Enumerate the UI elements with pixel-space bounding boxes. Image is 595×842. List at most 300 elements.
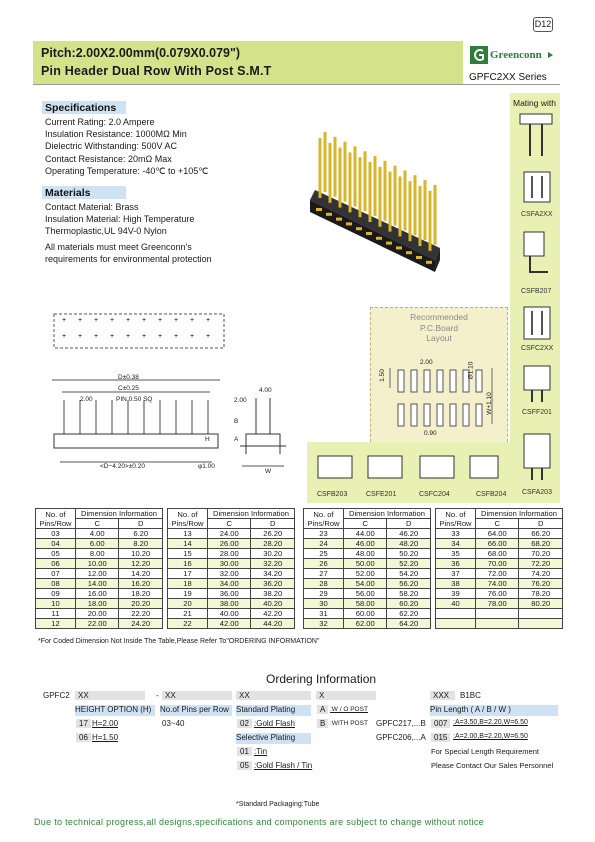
dim-400-label: 4.00 [259,387,272,394]
c-cell: 32.00 [208,569,251,579]
logo-text: Greenconn [490,49,542,61]
table-row [168,609,295,619]
d-cell: 18.20 [119,589,163,599]
pins-cell: 25 [304,549,344,559]
top-pin-mark: + [94,317,99,324]
pcb-row-pitch-label: 1.50 [378,369,386,382]
pcb-pad [476,404,482,426]
c-cell: 30.00 [208,559,251,569]
pin-foot [326,213,332,216]
mating-label: CSFC2XX [521,345,554,352]
disclaimer: Due to technical progress,all designs,specifications and components are subject to change without notice [34,817,484,827]
c-cell: 66.00 [476,539,519,549]
pins-cell: 35 [436,549,476,559]
dim-pin-label: PIN 0.50 SQ [116,396,153,403]
c-cell: 34.00 [208,579,251,589]
pins-cell: 09 [36,589,76,599]
pins-cell: 38 [436,579,476,589]
d-cell: 38.20 [251,589,295,599]
table-row [168,559,295,569]
d-cell: 60.20 [387,599,431,609]
table-row [36,599,163,609]
pins-cell: 03 [36,529,76,539]
table-row [168,569,295,579]
order-code-pins: XX [162,691,232,700]
c-cell: 12.00 [76,569,119,579]
post-ref: GPFC206,...A [376,733,426,742]
material-line: Thermoplastic,UL 94V-0 Nylon [45,226,167,237]
table-row [168,549,295,559]
d-cell [519,609,563,619]
d-cell: 42.20 [251,609,295,619]
col-dim-header: Dimension Information [76,509,163,519]
d-cell: 76.20 [519,579,563,589]
logo-arrow-icon [548,52,553,58]
dim-bottom-label: <D−4.20>±0.20 [100,463,145,470]
table-row [304,579,431,589]
table-row [436,579,563,589]
pins-range: 03~40 [162,719,185,728]
order-code-height: XX [75,691,145,700]
pcb-pad [398,404,404,426]
pcb-pad [450,370,456,392]
packaging-note: *Standard Packaging:Tube [236,801,320,808]
contact-sales-note: Please Contact Our Sales Personnel [431,761,554,770]
c-cell: 16.00 [76,589,119,599]
top-pin-mark: + [126,333,131,340]
bottom-mating-label: CSFB204 [476,491,507,498]
pcb-pad [424,404,430,426]
table-row [304,529,431,539]
d-cell: 22.20 [119,609,163,619]
table-row [36,569,163,579]
pins-cell: 17 [168,569,208,579]
table-row [436,539,563,549]
pcb-pitch-label: 2.00 [420,359,433,366]
table-row [168,589,295,599]
spec-line: Insulation Resistance: 1000MΩ Min [45,129,187,140]
pcb-pad [398,370,404,392]
pcb-w-label: W+1.10 [485,392,493,415]
table-footnote: *For Coded Dimension Not Inside The Table,Please Refer To"ORDERING INFORMATION" [38,638,320,645]
table-row [36,539,163,549]
c-cell: 14.00 [76,579,119,589]
d-cell: 36.20 [251,579,295,589]
c-cell: 62.00 [344,619,387,629]
c-cell: 74.00 [476,579,519,589]
mating-drawing [518,230,552,280]
materials-heading: Materials [45,187,91,199]
table-row [304,589,431,599]
table-row [304,599,431,609]
pin-foot [386,242,392,245]
table-row [36,559,163,569]
pins-cell: 23 [304,529,344,539]
series-label: GPFC2XX Series [469,72,547,83]
d-cell: 72.20 [519,559,563,569]
spec-line: Operating Temperature: -40℃ to +105℃ [45,165,209,176]
pins-cell: 15 [168,549,208,559]
c-cell: 54.00 [344,579,387,589]
height-desc: H=2.00 [92,719,119,728]
d-cell: 12.20 [119,559,163,569]
pin-foot [316,208,322,211]
c-cell: 40.00 [208,609,251,619]
pins-cell: 31 [304,609,344,619]
d-cell: 54.20 [387,569,431,579]
materials-list [45,201,212,265]
table-row [304,619,431,629]
material-line: Contact Material: Brass [45,202,139,212]
pcb-pad [411,370,417,392]
d-cell: 78.20 [519,589,563,599]
pins-cell: 34 [436,539,476,549]
pins-cell [436,609,476,619]
top-pin-mark: + [190,333,195,340]
pins-cell: 21 [168,609,208,619]
top-pin-mark: + [142,333,147,340]
page-title-line2: Pin Header Dual Row With Post S.M.T [41,64,272,78]
c-cell: 48.00 [344,549,387,559]
pins-per-row-title: No.of Pins per Row [160,705,232,716]
order-dash: - [156,691,159,700]
sel-plating-desc: :Tin [254,747,268,756]
pins-cell: 40 [436,599,476,609]
c-cell: 38.00 [208,599,251,609]
top-pin-mark: + [126,317,131,324]
d-cell: 34.20 [251,569,295,579]
d-cell: 58.20 [387,589,431,599]
c-cell: 52.00 [344,569,387,579]
pcb-pad [463,404,469,426]
pins-cell: 36 [436,559,476,569]
post-code: A [317,705,328,714]
c-cell: 58.00 [344,599,387,609]
c-cell: 44.00 [344,529,387,539]
table-row [436,559,563,569]
d-cell: 16.20 [119,579,163,589]
page-title-line1: Pitch:2.00X2.00mm(0.079X0.079") [41,46,241,60]
col-dim-header: Dimension Information [476,509,563,519]
mating-label: CSFA2XX [521,211,553,218]
d-cell: 14.20 [119,569,163,579]
d-cell: 44.20 [251,619,295,629]
pin-foot [356,227,362,230]
pcb-pad [450,404,456,426]
top-pin-mark: + [174,333,179,340]
mating-drawing [522,432,552,482]
col-d-header: D [519,519,563,529]
pins-cell: 32 [304,619,344,629]
order-code-suffix: B1BC [460,691,481,700]
table-row [36,609,163,619]
table-row [436,529,563,539]
pcb-pad [411,404,417,426]
pin-foot [376,237,382,240]
table-row [36,579,163,589]
d-cell: 74.20 [519,569,563,579]
dimension-subtable [35,508,163,629]
bottom-mating-label: CSFB203 [317,491,348,498]
pins-cell: 13 [168,529,208,539]
table-row [168,529,295,539]
col-dim-header: Dimension Information [208,509,295,519]
greenconn-logo-icon [470,46,488,64]
length-code: 015 [431,733,450,742]
table-row [168,579,295,589]
pin-length-title: Pin Length ( A / B / W ) [430,705,558,716]
d-cell: 80.20 [519,599,563,609]
col-d-header: D [251,519,295,529]
table-row [304,609,431,619]
bottom-mating-label: CSFE201 [366,491,397,498]
c-cell: 6.00 [76,539,119,549]
pins-cell: 24 [304,539,344,549]
table-row [436,619,563,629]
d-cell: 8.20 [119,539,163,549]
specifications-heading: Specifications [45,102,117,114]
pins-cell: 37 [436,569,476,579]
top-pin-mark: + [174,317,179,324]
plating-desc: :Gold Flash [254,719,295,728]
d-cell: 48.20 [387,539,431,549]
pins-cell: 06 [36,559,76,569]
c-cell: 4.00 [76,529,119,539]
c-cell: 50.00 [344,559,387,569]
page-number-tag: D12 [533,17,553,32]
standard-plating-title: Standard Plating [236,705,311,716]
col-c-header: C [344,519,387,529]
mating-label: CSFF201 [522,409,552,416]
c-cell: 64.00 [476,529,519,539]
sel-plating-desc: :Gold Flash / Tin [254,761,313,770]
spec-line: Contact Resistance: 20mΩ Max [45,153,172,164]
order-code-plating: XX [236,691,311,700]
height-code: 17 [76,719,91,728]
mating-drawing [522,305,552,341]
top-pin-mark: + [110,317,115,324]
c-cell: 22.00 [76,619,119,629]
table-row [168,619,295,629]
dim-d-label: D±0.38 [118,374,139,381]
pins-cell: 22 [168,619,208,629]
dim-c-label: C±0.25 [118,385,139,392]
pins-cell: 11 [36,609,76,619]
product-image [290,120,450,280]
dim-b-label: B [234,418,239,425]
d-cell: 68.20 [519,539,563,549]
d-cell: 20.20 [119,599,163,609]
pcb-pad [437,370,443,392]
col-d-header: D [387,519,431,529]
selective-plating-title: Selective Plating [236,733,311,744]
height-option-title: HEIGHT OPTION (H) [75,705,155,716]
ordering-title: Ordering Information [266,672,377,686]
col-c-header: C [208,519,251,529]
c-cell: 78.00 [476,599,519,609]
top-pin-mark: + [158,317,163,324]
d-cell: 26.20 [251,529,295,539]
pins-cell: 28 [304,579,344,589]
mating-label: CSFB207 [521,288,552,295]
c-cell: 46.00 [344,539,387,549]
top-pin-mark: + [110,333,115,340]
d-cell: 10.20 [119,549,163,559]
pin-foot [346,222,352,225]
specifications-list [45,116,208,177]
c-cell [476,619,519,629]
table-row [304,549,431,559]
pin-foot [406,251,412,254]
pins-cell: 26 [304,559,344,569]
top-pin-mark: + [62,333,67,340]
d-cell: 32.20 [251,559,295,569]
c-cell [476,609,519,619]
pcb-pad [437,404,443,426]
pins-cell: 33 [436,529,476,539]
table-row [36,589,163,599]
col-d-header: D [119,519,163,529]
d-cell: 28.20 [251,539,295,549]
mating-label: CSFA203 [522,489,552,496]
post-desc: :W / O POST [330,706,368,713]
post-ref: GPFC217,...B [376,719,426,728]
sel-plating-code: 01 [237,747,252,756]
table-row [304,539,431,549]
c-cell: 36.00 [208,589,251,599]
table-row [304,559,431,569]
pins-cell: 19 [168,589,208,599]
top-view-drawing [52,308,227,353]
c-cell: 76.00 [476,589,519,599]
c-cell: 56.00 [344,589,387,599]
dim-h-label: H [205,436,210,443]
pins-cell: 10 [36,599,76,609]
pins-cell: 16 [168,559,208,569]
top-pin-mark: + [78,333,83,340]
c-cell: 10.00 [76,559,119,569]
dimension-subtable [167,508,295,629]
pcb-hole-label: Ø1.10 [467,361,475,380]
material-line: Insulation Material: High Temperature [45,214,195,225]
d-cell: 30.20 [251,549,295,559]
pins-cell: 14 [168,539,208,549]
plating-code: 02 [237,719,252,728]
pins-cell: 05 [36,549,76,559]
pins-cell: 18 [168,579,208,589]
table-row [168,539,295,549]
pins-cell: 30 [304,599,344,609]
bottom-mating-label: CSFC204 [419,491,450,498]
c-cell: 68.00 [476,549,519,559]
pins-cell [436,619,476,629]
pin-foot [416,256,422,259]
table-row [436,569,563,579]
table-row [436,589,563,599]
mating-title: Mating with [513,98,556,108]
pins-cell: 07 [36,569,76,579]
table-row [168,599,295,609]
header-divider [33,84,560,85]
table-row [436,549,563,559]
d-cell: 52.20 [387,559,431,569]
c-cell: 60.00 [344,609,387,619]
table-row [36,549,163,559]
pins-cell: 20 [168,599,208,609]
length-code: 007 [431,719,450,728]
c-cell: 8.00 [76,549,119,559]
height-desc: H=1.50 [92,733,119,742]
dim-hole-label: φ1.00 [198,463,215,470]
top-pin-mark: + [190,317,195,324]
c-cell: 18.00 [76,599,119,609]
order-code-length: XXX [430,691,455,700]
pin-foot [426,261,432,264]
post-code: B [317,719,328,728]
pins-cell: 12 [36,619,76,629]
dimension-subtable [435,508,563,629]
special-length-note: For Special Length Requirement [431,747,539,756]
d-cell: 66.20 [519,529,563,539]
d-cell: 64.20 [387,619,431,629]
top-pin-mark: + [142,317,147,324]
pins-cell: 29 [304,589,344,599]
table-row [436,599,563,609]
col-c-header: C [476,519,519,529]
d-cell: 24.20 [119,619,163,629]
dim-w-label: W [265,468,272,475]
col-pins-header: No. of Pins/Row [168,509,208,529]
pin-foot [336,218,342,221]
d-cell: 70.20 [519,549,563,559]
col-pins-header: No. of Pins/Row [304,509,344,529]
top-pin-mark: + [78,317,83,324]
dim-a-label: A [234,436,239,443]
height-code: 06 [76,733,91,742]
d-cell [519,619,563,629]
c-cell: 42.00 [208,619,251,629]
length-desc: :A=2.00,B=2.20,W=6.50 [453,733,528,740]
order-prefix: GPFC2 [43,691,70,700]
top-pin-mark: + [62,317,67,324]
top-pin-mark: + [206,317,211,324]
dimension-subtable [303,508,431,629]
col-pins-header: No. of Pins/Row [436,509,476,529]
dim-pitch-label: 2.00 [80,396,93,403]
c-cell: 28.00 [208,549,251,559]
mating-drawing [522,170,552,206]
sel-plating-code: 05 [237,761,252,770]
top-pin-mark: + [158,333,163,340]
pcb-pad [424,370,430,392]
table-row [436,609,563,619]
mating-drawing [516,112,556,162]
pins-cell: 27 [304,569,344,579]
col-c-header: C [76,519,119,529]
pcb-090-label: 0.90 [424,430,437,437]
table-row [36,619,163,629]
dim-side-pitch-label: 2.00 [234,397,247,404]
d-cell: 40.20 [251,599,295,609]
top-pin-mark: + [206,333,211,340]
mating-drawing [522,364,552,404]
col-dim-header: Dimension Information [344,509,431,519]
pin-foot [396,246,402,249]
pcb-layout-title: Recommended P.C.Board Layout [410,312,468,343]
col-pins-header: No. of Pins/Row [36,509,76,529]
pins-cell: 04 [36,539,76,549]
d-cell: 50.20 [387,549,431,559]
